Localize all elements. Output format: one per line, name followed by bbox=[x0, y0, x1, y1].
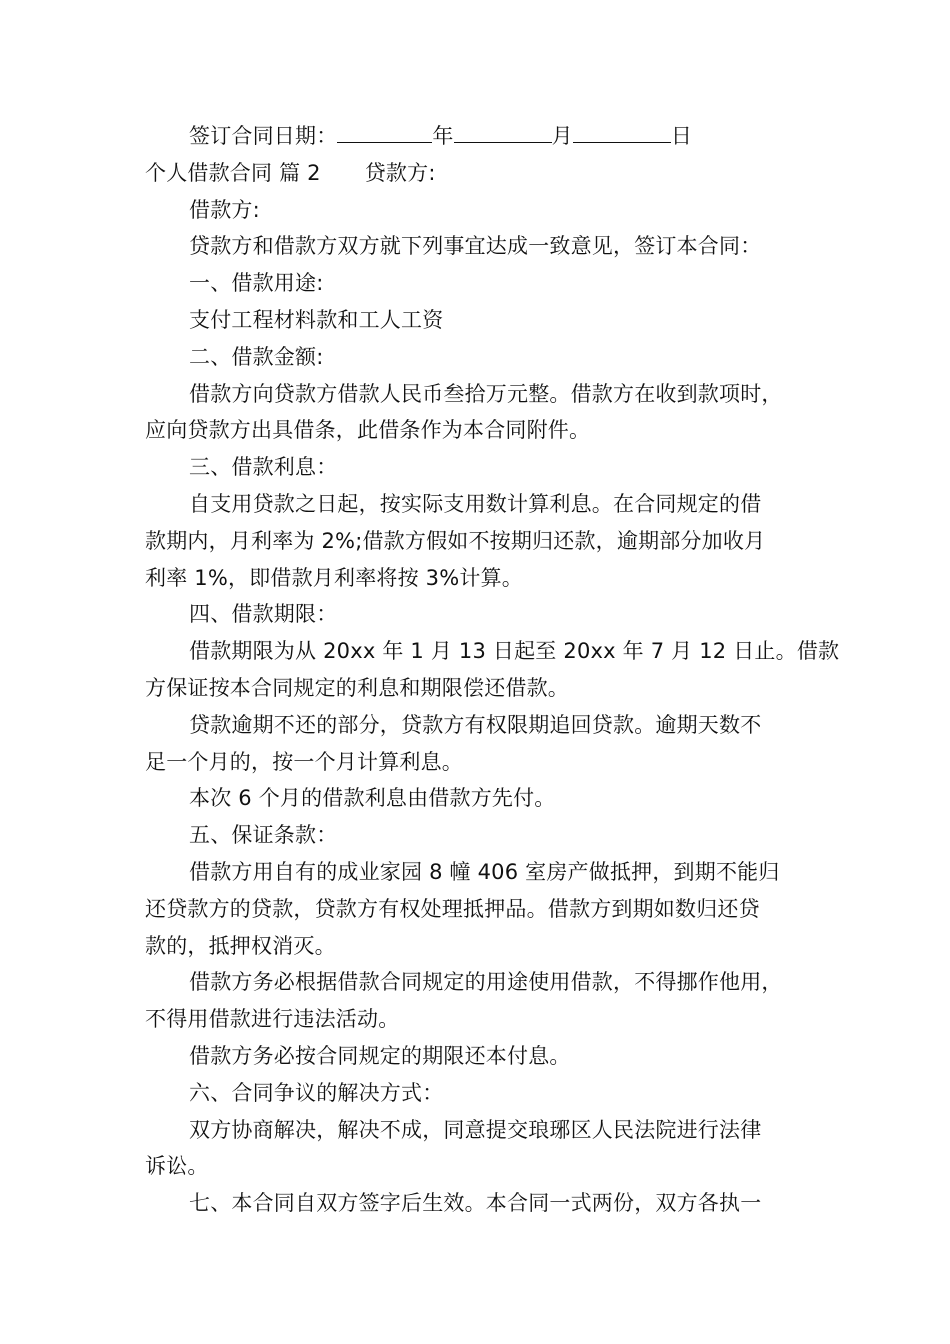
lender-label: 贷款方: bbox=[364, 160, 436, 185]
paragraph-line: 借款方向贷款方借款人民币叁拾万元整。借款方在收到款项时， bbox=[189, 381, 783, 406]
month-blank bbox=[454, 120, 552, 143]
clause-heading: 二、借款金额: bbox=[189, 344, 324, 369]
paragraph-line: 借款方用自有的成业家园 8 幢 406 室房产做抵押，到期不能归 bbox=[189, 859, 780, 884]
clause-heading: 三、借款利息： bbox=[189, 455, 338, 480]
paragraph-line: 自支用贷款之日起，按实际支用数计算利息。在合同规定的借 bbox=[189, 491, 762, 516]
paragraph-line: 借款方务必按合同规定的期限还本付息。 bbox=[189, 1043, 571, 1068]
contract-body bbox=[145, 118, 840, 1222]
sign-date-label: 签订合同日期： bbox=[189, 124, 338, 148]
clause-heading: 四、借款期限： bbox=[189, 602, 338, 627]
paragraph-line: 利率 1%，即借款月利率将按 3%计算。 bbox=[145, 565, 523, 590]
paragraph-line: 足一个月的，按一个月计算利息。 bbox=[145, 749, 463, 774]
day-blank bbox=[573, 120, 671, 143]
paragraph-line: 借款期限为从 20xx 年 1 月 13 日起至 20xx 年 7 月 12 日止。借款 bbox=[189, 639, 840, 664]
paragraph-line: 不得用借款进行违法活动。 bbox=[145, 1007, 400, 1032]
paragraph-line: 诉讼。 bbox=[145, 1154, 209, 1179]
paragraph-line: 还贷款方的贷款，贷款方有权处理抵押品。借款方到期如数归还贷 bbox=[145, 896, 760, 921]
paragraph-line: 借款方务必根据借款合同规定的用途使用借款，不得挪作他用， bbox=[189, 970, 783, 995]
section-title-line bbox=[145, 155, 810, 192]
section-title: 个人借款合同 篇 2 bbox=[145, 160, 321, 185]
year-label: 年 bbox=[432, 124, 454, 148]
borrower-label: 借款方: bbox=[189, 197, 260, 222]
paragraph-line: 贷款方和借款方双方就下列事宜达成一致意见，签订本合同： bbox=[189, 234, 762, 259]
paragraph-line: 双方协商解决，解决不成，同意提交琅琊区人民法院进行法律 bbox=[189, 1117, 762, 1142]
paragraph-line: 贷款逾期不还的部分，贷款方有权限期追回贷款。逾期天数不 bbox=[189, 712, 762, 737]
clause-heading: 七、本合同自双方签字后生效。本合同一式两份，双方各执一 bbox=[189, 1191, 762, 1216]
paragraph-line: 款的，抵押权消灭。 bbox=[145, 933, 336, 958]
day-label: 日 bbox=[670, 124, 693, 148]
paragraph-line: 应向贷款方出具借条，此借条作为本合同附件。 bbox=[145, 418, 591, 443]
paragraph-line: 款期内，月利率为 2%;借款方假如不按期归还款，逾期部分加收月 bbox=[145, 528, 766, 553]
clause-heading: 五、保证条款： bbox=[189, 823, 338, 848]
paragraph-line: 本次 6 个月的借款利息由借款方先付。 bbox=[189, 786, 556, 811]
month-label: 月 bbox=[551, 124, 573, 148]
paragraph-line: 支付工程材料款和工人工资 bbox=[189, 307, 444, 332]
clause-heading: 一、借款用途: bbox=[189, 271, 324, 296]
borrower-line bbox=[145, 192, 810, 229]
paragraph-line: 方保证按本合同规定的利息和期限偿还借款。 bbox=[145, 675, 569, 700]
clause-heading: 六、合同争议的解决方式： bbox=[189, 1080, 444, 1105]
sign-date-line bbox=[145, 118, 810, 155]
year-blank bbox=[337, 120, 432, 143]
